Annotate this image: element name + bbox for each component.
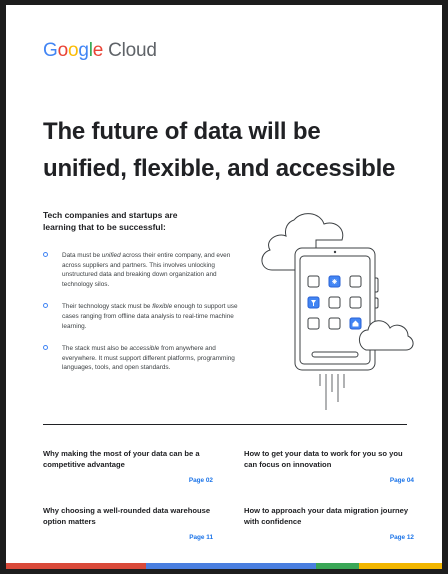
toc-entry-data-warehouse[interactable] — [43, 505, 213, 541]
bullet-text-post: from anywhere and everywhere. It must support different platforms, programming languages, tools, and open standards. — [62, 345, 235, 372]
bullet-text-pre: Their technology stack must be — [62, 303, 153, 311]
title-line-2: unified, flexible, and accessible — [43, 155, 396, 182]
tablet-camera-icon — [334, 251, 336, 253]
toc-entry-page-link[interactable]: Page 04 — [389, 477, 414, 484]
toc-entry-title[interactable]: How to approach your data migration journey with confidence — [244, 506, 409, 526]
toc-entry-competitive-advantage[interactable] — [43, 448, 213, 484]
page-title — [43, 113, 423, 187]
intro-line-1: Tech companies and startups are — [43, 210, 178, 220]
intro-text — [43, 209, 223, 233]
bullet-dot-icon — [43, 303, 48, 308]
bullet-dot-icon — [43, 345, 48, 350]
tablet-screen — [300, 256, 370, 364]
logo-letter: l — [88, 40, 93, 61]
bullet-text-pre: Data must be — [62, 252, 102, 259]
color-bar-red-segment — [6, 563, 146, 569]
tablet-cloud-illustration — [254, 208, 416, 418]
toc-entry-migration-journey[interactable] — [244, 505, 414, 541]
logo-letter: e — [92, 40, 104, 61]
brand-color-bar — [6, 563, 442, 569]
tablet-home-bar — [312, 352, 358, 357]
bullet-dot-icon — [43, 252, 48, 257]
motion-lines — [320, 374, 344, 410]
toc-entry-title[interactable]: Why making the most of your data can be a competitive advantage — [43, 449, 200, 469]
toc-entry-page-link[interactable]: Page 11 — [189, 534, 213, 541]
toc-entry-page-link[interactable]: Page 02 — [188, 477, 213, 484]
bullet-text-post: across their entire company, and even across suppliers and partners. This involves unlocking unstructured data and breaking down organization and technology silos. — [62, 252, 231, 288]
bullet-text-emphasis: unified — [101, 252, 121, 259]
color-bar-green-segment — [316, 563, 360, 569]
document-page — [6, 5, 442, 569]
bullet-item-accessible — [43, 344, 243, 373]
bullet-item-flexible — [43, 302, 243, 331]
logo-letter: G — [43, 40, 58, 61]
bullet-text-emphasis: accessible — [129, 345, 160, 353]
logo-product-name: Cloud — [108, 40, 157, 61]
toc-entry-title[interactable]: Why choosing a well-rounded data warehouse option matters — [43, 506, 211, 526]
bullet-text-post: enough to support use cases ranging from offline data analysis to real-time machine learning. — [62, 303, 238, 330]
toc-entry-focus-on-innovation[interactable] — [244, 448, 414, 484]
color-bar-yellow-segment — [359, 563, 442, 569]
logo-letter: o — [67, 40, 79, 61]
toc-entry-page-link[interactable]: Page 12 — [389, 534, 414, 541]
title-line-1: The future of data will be — [43, 118, 321, 145]
section-divider — [43, 424, 407, 425]
bullet-text-pre: The stack must also be — [62, 345, 130, 353]
bullet-list — [43, 251, 243, 373]
intro-line-2: learning that to be successful: — [43, 222, 166, 232]
logo-letter: g — [78, 40, 89, 61]
settings-app-icon — [332, 279, 337, 284]
bullet-text-emphasis: flexible — [152, 303, 173, 311]
toc-entry-title[interactable]: How to get your data to work for you so you can focus on innovation — [244, 449, 403, 469]
bullet-item-unified — [43, 251, 243, 289]
google-cloud-logo — [43, 40, 157, 62]
logo-letter: o — [57, 40, 68, 61]
color-bar-blue-segment — [146, 563, 316, 569]
